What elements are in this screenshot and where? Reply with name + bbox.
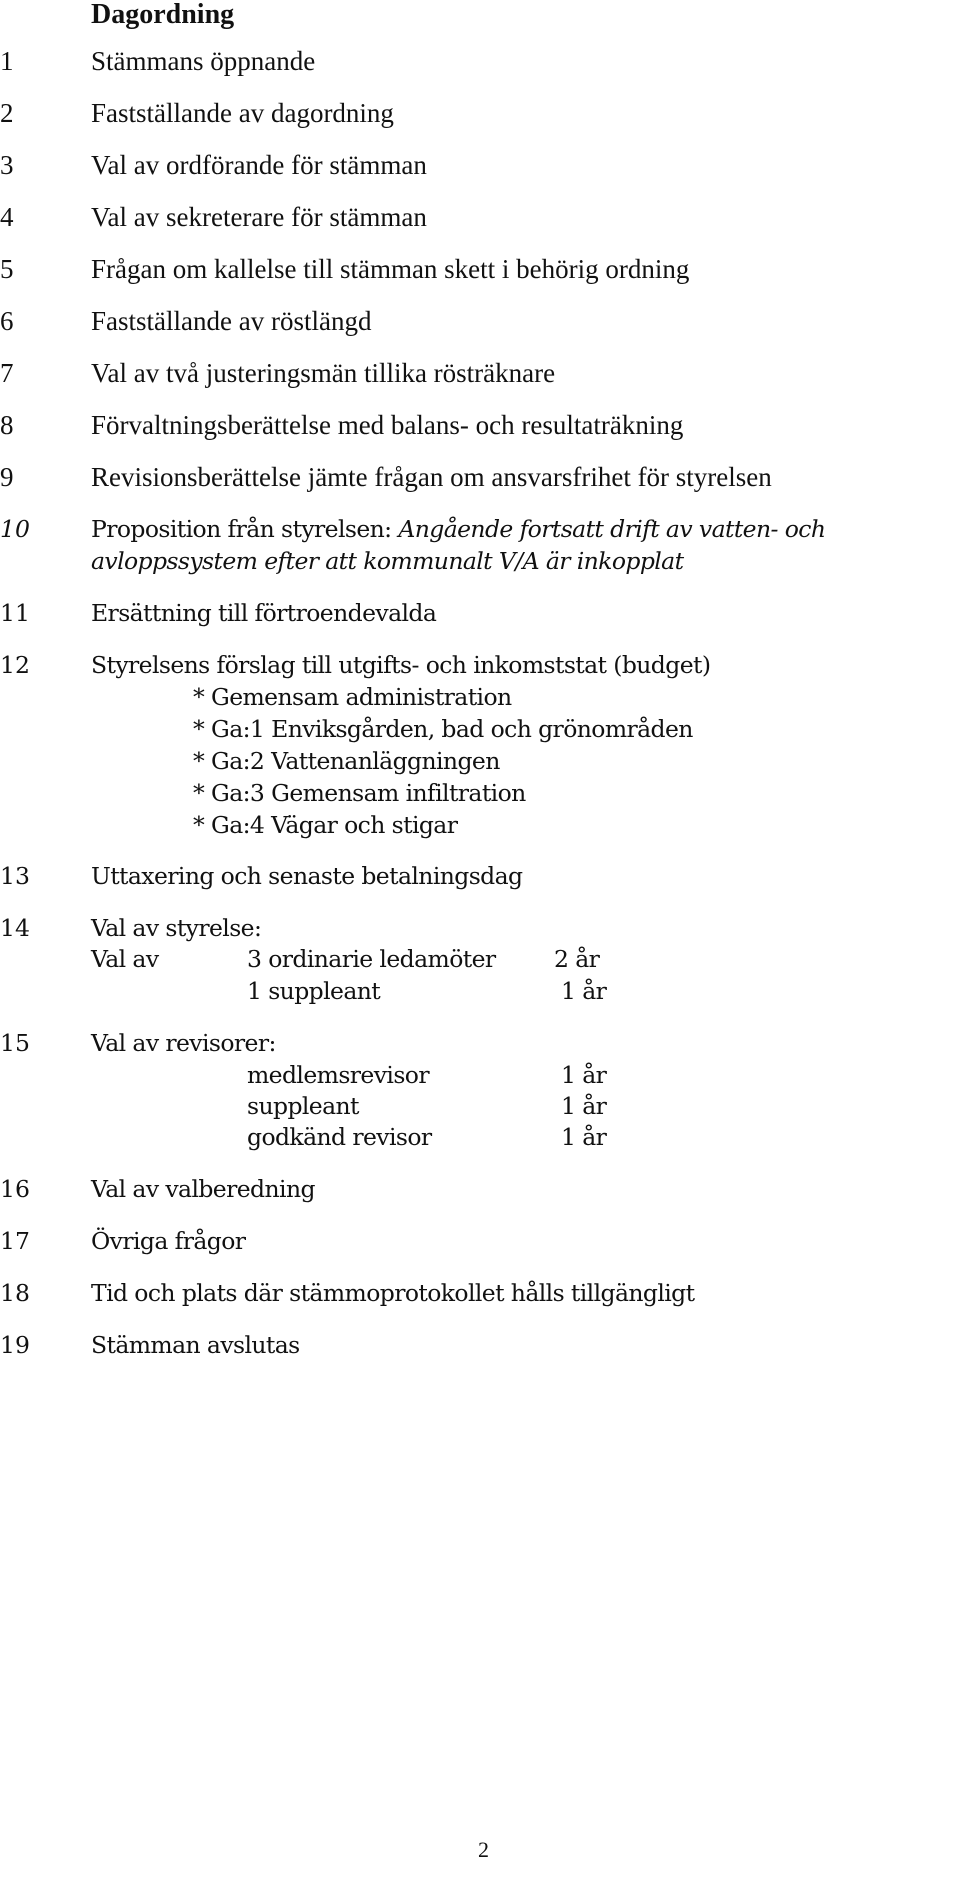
item-italic-text: Angående fortsatt drift av vatten- och (398, 515, 826, 543)
row-term: 1 år (561, 977, 607, 1005)
sub-item: * Ga:1 Enviksgården, bad och grönområden (193, 715, 693, 743)
sub-item: * Ga:3 Gemensam infiltration (193, 779, 526, 807)
item-number: 6 (0, 306, 14, 336)
item-text: Förvaltningsberättelse med balans- och resultaträkning (91, 410, 684, 440)
item-text: Val av styrelse: (91, 914, 262, 942)
item-number: 9 (0, 462, 14, 492)
item-number: 7 (0, 358, 14, 388)
item-number: 17 (0, 1227, 30, 1255)
item-text: Uttaxering och senaste betalningsdag (91, 862, 523, 890)
sub-item: * Gemensam administration (193, 683, 512, 711)
item-number: 10 (0, 515, 30, 543)
item-text: Frågan om kallelse till stämman skett i behörig ordning (91, 254, 690, 284)
item-text: Övriga frågor (91, 1227, 246, 1255)
item-number: 5 (0, 254, 14, 284)
item-number: 11 (0, 599, 30, 627)
item-text: Styrelsens förslag till utgifts- och inkomststat (budget) (91, 651, 711, 679)
row-label: Val av (91, 945, 159, 973)
row-role: suppleant (247, 1092, 359, 1120)
item-text: Val av sekreterare för stämman (91, 202, 427, 232)
item-text: Ersättning till förtroendevalda (91, 599, 437, 627)
row-role: godkänd revisor (247, 1123, 432, 1151)
item-number: 18 (0, 1279, 30, 1307)
page-number: 2 (478, 1837, 489, 1862)
item-text: Tid och plats där stämmoprotokollet hålls tillgängligt (91, 1279, 695, 1307)
row-term: 1 år (561, 1092, 607, 1120)
item-number: 4 (0, 202, 14, 232)
row-role: 1 suppleant (247, 977, 381, 1005)
page-title: Dagordning (91, 0, 235, 30)
item-number: 3 (0, 150, 14, 180)
item-number: 8 (0, 410, 14, 440)
row-term: 2 år (554, 945, 600, 973)
row-role: medlemsrevisor (247, 1061, 429, 1089)
item-text: Val av två justeringsmän tillika rösträknare (91, 358, 556, 388)
item-number: 14 (0, 914, 30, 942)
item-number: 16 (0, 1175, 30, 1203)
row-term: 1 år (561, 1061, 607, 1089)
item-number: 13 (0, 862, 30, 890)
item-text: Val av ordförande för stämman (91, 150, 427, 180)
item-italic-text: avloppssystem efter att kommunalt V/A är inkopplat (91, 547, 684, 575)
row-term: 1 år (561, 1123, 607, 1151)
item-number: 15 (0, 1029, 30, 1057)
item-text: Val av valberedning (91, 1175, 315, 1203)
item-text: Val av revisorer: (91, 1029, 276, 1057)
item-number: 12 (0, 651, 30, 679)
sub-item: * Ga:4 Vägar och stigar (193, 811, 458, 839)
item-text: Fastställande av dagordning (91, 98, 394, 128)
item-number: 2 (0, 98, 14, 128)
sub-item: * Ga:2 Vattenanläggningen (193, 747, 500, 775)
row-role: 3 ordinarie ledamöter (247, 945, 496, 973)
item-text: Fastställande av röstlängd (91, 306, 372, 336)
item-text: Stämmans öppnande (91, 46, 316, 76)
item-text-line (91, 514, 825, 544)
item-number: 1 (0, 46, 14, 76)
item-number: 19 (0, 1331, 30, 1359)
item-text: Revisionsberättelse jämte frågan om ansvarsfrihet för styrelsen (91, 462, 772, 492)
item-text: Proposition från styrelsen: (91, 515, 399, 543)
item-text: Stämman avslutas (91, 1331, 300, 1359)
